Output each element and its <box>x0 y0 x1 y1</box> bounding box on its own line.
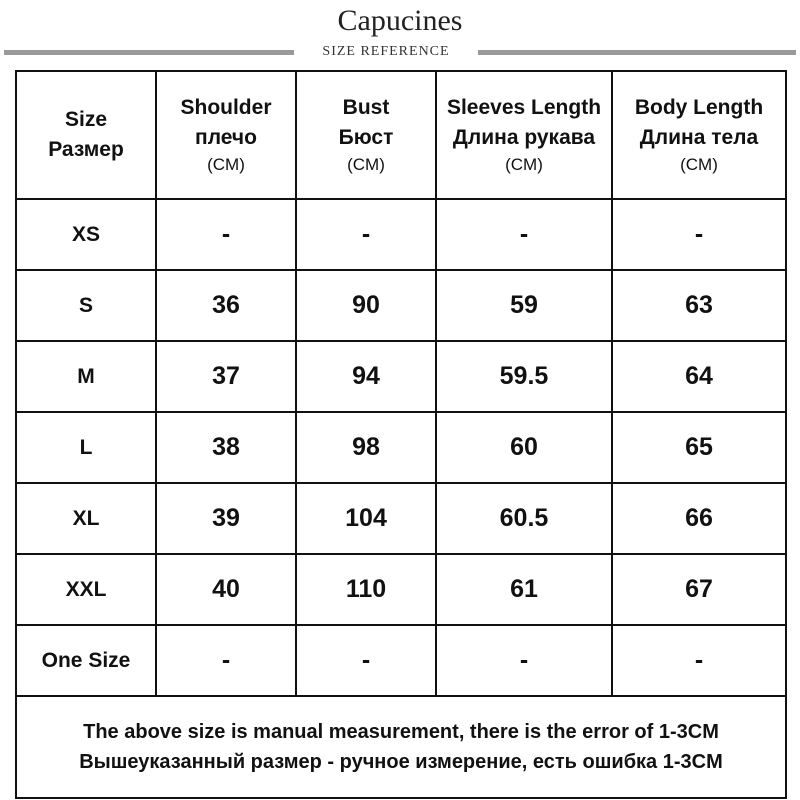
table-row <box>16 199 786 270</box>
table-row <box>16 341 786 412</box>
sleeves-cell: 61 <box>436 554 612 625</box>
shoulder-cell: - <box>156 625 296 696</box>
header-shoulder-unit: (CM) <box>207 155 245 174</box>
header-body-length <box>612 71 786 199</box>
note-row <box>16 696 786 798</box>
bust-cell: 94 <box>296 341 436 412</box>
size-cell: XXL <box>16 554 156 625</box>
size-cell: One Size <box>16 625 156 696</box>
body-length-cell: 66 <box>612 483 786 554</box>
shoulder-cell: 36 <box>156 270 296 341</box>
header-bust <box>296 71 436 199</box>
shoulder-cell: 39 <box>156 483 296 554</box>
header-bust-unit: (CM) <box>347 155 385 174</box>
measurement-note <box>16 696 786 798</box>
sleeves-cell: - <box>436 625 612 696</box>
header-shoulder <box>156 71 296 199</box>
sleeves-cell: - <box>436 199 612 270</box>
sleeves-cell: 60 <box>436 412 612 483</box>
header-size <box>16 71 156 199</box>
size-cell: XL <box>16 483 156 554</box>
size-cell: M <box>16 341 156 412</box>
sleeves-cell: 59 <box>436 270 612 341</box>
size-cell: XS <box>16 199 156 270</box>
body-length-cell: - <box>612 199 786 270</box>
subtitle-divider-left <box>4 50 294 55</box>
header-sleeves-en: Sleeves Length <box>446 96 602 119</box>
header-sleeves-length <box>436 71 612 199</box>
sleeves-cell: 59.5 <box>436 341 612 412</box>
table-row <box>16 554 786 625</box>
table-row <box>16 412 786 483</box>
body-length-cell: 64 <box>612 341 786 412</box>
shoulder-cell: 40 <box>156 554 296 625</box>
bust-cell: 98 <box>296 412 436 483</box>
header-body-en: Body Length <box>634 96 764 119</box>
shoulder-cell: 38 <box>156 412 296 483</box>
header-body-unit: (CM) <box>680 155 718 174</box>
body-length-cell: 65 <box>612 412 786 483</box>
header-sleeves-ru: Длина рукава <box>452 126 596 149</box>
shoulder-cell: - <box>156 199 296 270</box>
body-length-cell: - <box>612 625 786 696</box>
table-row <box>16 483 786 554</box>
header-row <box>16 71 786 199</box>
body-length-cell: 67 <box>612 554 786 625</box>
bust-cell: 90 <box>296 270 436 341</box>
header-body-ru: Длина тела <box>639 126 759 149</box>
subtitle: SIZE REFERENCE <box>322 44 450 59</box>
body-length-cell: 63 <box>612 270 786 341</box>
header-size-ru: Размер <box>48 138 124 161</box>
sleeves-cell: 60.5 <box>436 483 612 554</box>
subtitle-divider-right <box>478 50 796 55</box>
brand-title: Capucines <box>337 4 463 37</box>
measurement-note-ru: Вышеуказанный размер - ручное измерение, есть ошибка 1-3CM <box>79 751 723 773</box>
shoulder-cell: 37 <box>156 341 296 412</box>
size-cell: S <box>16 270 156 341</box>
header-bust-ru: Бюст <box>338 126 394 149</box>
header-sleeves-unit: (CM) <box>505 155 543 174</box>
measurement-note-en: The above size is manual measurement, there is the error of 1-3CM <box>83 721 719 743</box>
bust-cell: 104 <box>296 483 436 554</box>
subtitle-row <box>0 44 800 62</box>
header-shoulder-ru: плечо <box>195 126 257 149</box>
size-cell: L <box>16 412 156 483</box>
header-shoulder-en: Shoulder <box>180 96 272 119</box>
bust-cell: - <box>296 625 436 696</box>
header-bust-en: Bust <box>342 96 390 119</box>
table-row <box>16 625 786 696</box>
header-size-en: Size <box>64 108 108 131</box>
bust-cell: 110 <box>296 554 436 625</box>
size-table <box>15 70 787 799</box>
bust-cell: - <box>296 199 436 270</box>
table-row <box>16 270 786 341</box>
